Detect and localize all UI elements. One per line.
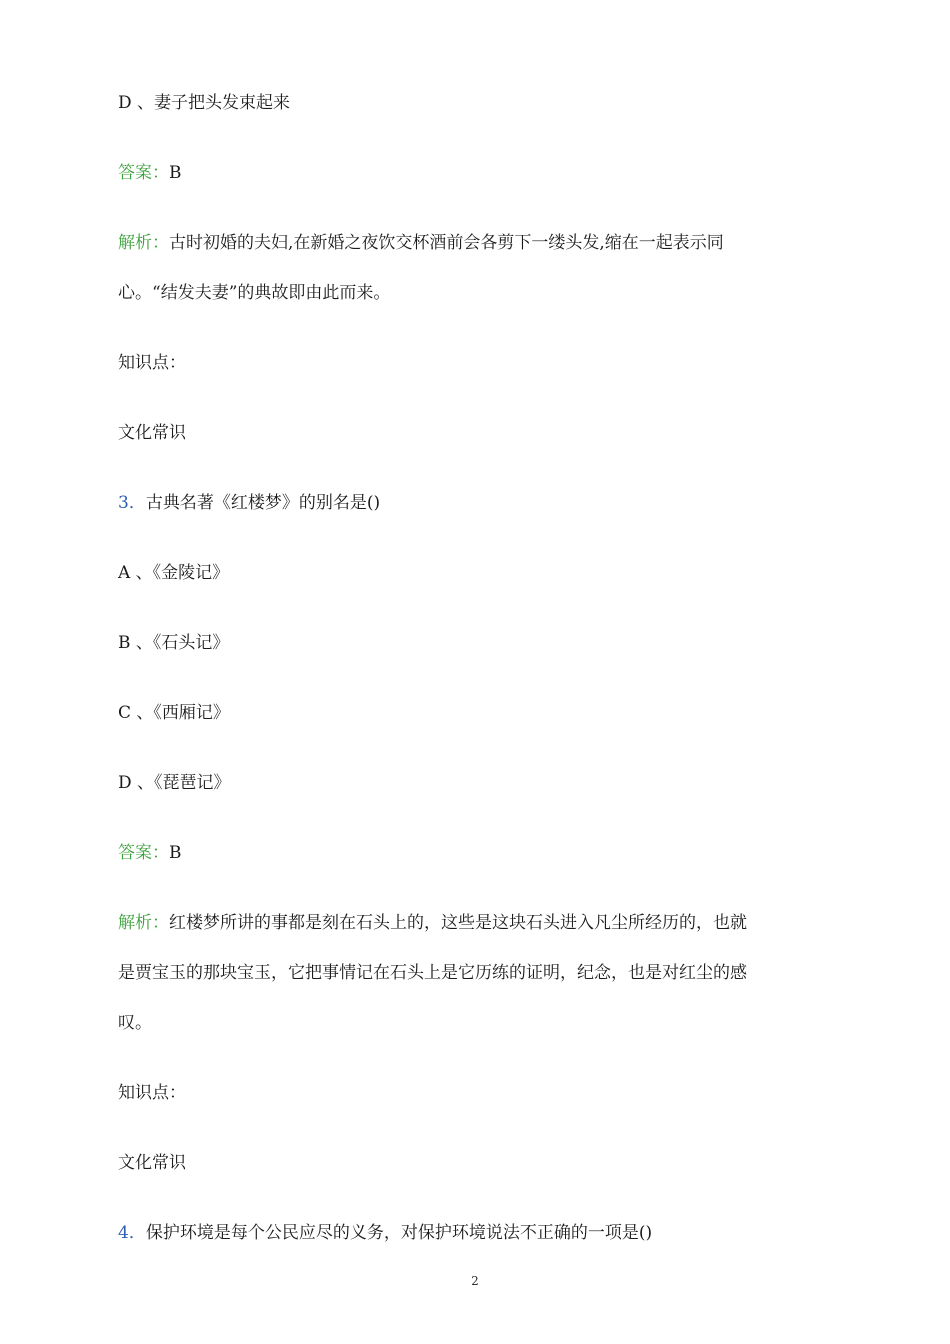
q2-analysis-line2: 心。“结发夫妻”的典故即由此而来。 bbox=[118, 283, 391, 303]
q3-option-d: D 、《琵琶记》 bbox=[118, 773, 231, 793]
q3-analysis-line2: 是贾宝玉的那块宝玉，它把事情记在石头上是它历练的证明，纪念，也是对红尘的感 bbox=[118, 963, 747, 983]
q2-analysis-label: 解析： bbox=[118, 233, 169, 253]
q3-knowledge-label: 知识点： bbox=[118, 1083, 186, 1103]
q2-answer-label: 答案： bbox=[118, 163, 169, 183]
q2-knowledge-value: 文化常识 bbox=[118, 423, 186, 443]
q2-answer-value: B bbox=[169, 163, 182, 183]
q3-answer-label: 答案： bbox=[118, 843, 169, 863]
q4-number: 4． bbox=[118, 1223, 146, 1243]
page-number: 2 bbox=[471, 1274, 479, 1288]
q2-analysis-line1 bbox=[118, 232, 724, 254]
q4-question bbox=[118, 1222, 652, 1244]
q2-option-d: D 、妻子把头发束起来 bbox=[118, 93, 291, 113]
q4-question-text: 保护环境是每个公民应尽的义务，对保护环境说法不正确的一项是() bbox=[145, 1223, 653, 1243]
q3-analysis-text-1: 红楼梦所讲的事都是刻在石头上的，这些是这块石头进入凡尘所经历的，也就 bbox=[169, 913, 747, 933]
q3-option-a: A 、《金陵记》 bbox=[118, 563, 230, 583]
q3-question-text: 古典名著《红楼梦》的别名是() bbox=[145, 493, 381, 513]
q3-option-b: B 、《石头记》 bbox=[118, 633, 230, 653]
q2-knowledge-label: 知识点： bbox=[118, 353, 186, 373]
q3-analysis-line3: 叹。 bbox=[118, 1013, 152, 1033]
q2-answer bbox=[118, 162, 182, 184]
q3-answer bbox=[118, 842, 182, 864]
q3-option-c: C 、《西厢记》 bbox=[118, 703, 230, 723]
q3-number: 3． bbox=[118, 493, 146, 513]
q2-analysis-text-1: 古时初婚的夫妇,在新婚之夜饮交杯酒前会各剪下一缕头发,缩在一起表示同 bbox=[169, 233, 724, 253]
q3-analysis-line1 bbox=[118, 912, 747, 934]
q3-answer-value: B bbox=[169, 843, 182, 863]
q3-knowledge-value: 文化常识 bbox=[118, 1153, 186, 1173]
q3-question bbox=[118, 492, 380, 514]
q3-analysis-label: 解析： bbox=[118, 913, 169, 933]
